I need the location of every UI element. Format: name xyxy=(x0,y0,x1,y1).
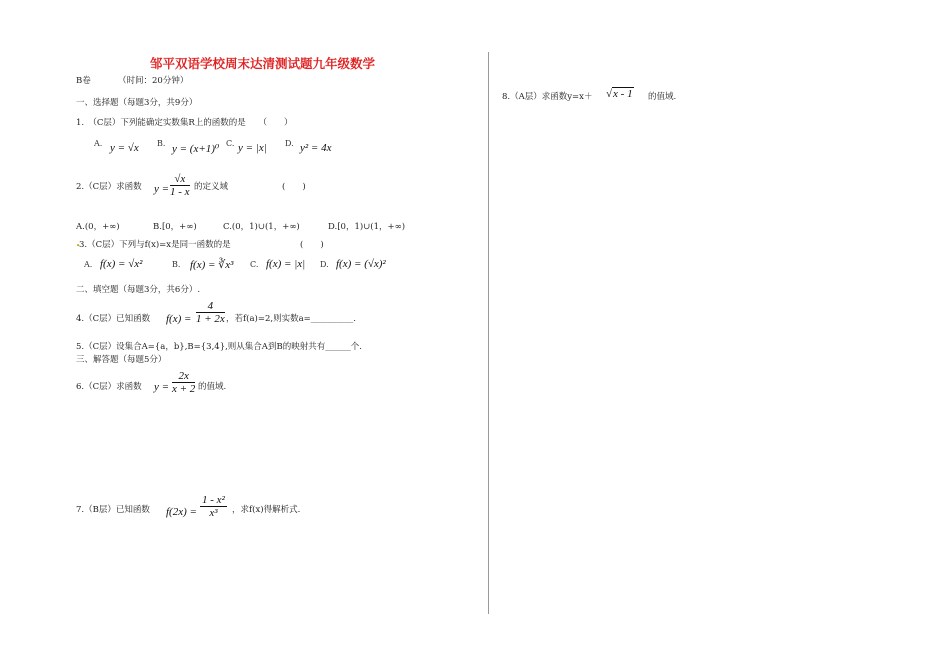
q2-lhs: y = xyxy=(154,183,170,195)
q8-suffix: 的值域. xyxy=(648,92,677,102)
q2-option-c: C.(0，1)∪(1，+∞) xyxy=(223,222,300,232)
q2-option-a: A.(0，+∞) xyxy=(76,222,120,232)
q6-fraction xyxy=(172,370,195,395)
q3-option-d-expr: f(x) = (√x)² xyxy=(336,258,386,270)
q1-option-b-expr: y = (x+1)⁰ xyxy=(172,143,220,155)
q4-lhs: f(x) = xyxy=(166,313,192,325)
q2-answer-paren: ( ) xyxy=(282,182,306,192)
q2-suffix: 的定义域 xyxy=(194,182,229,192)
q3-stem: 3.（C层）下列与f(x)=x是同一函数的是 xyxy=(79,240,231,250)
q1-stem: 1. （C层）下列能确定实数集R上的函数的是 （ ） xyxy=(76,118,293,128)
q1-option-d-expr: y² = 4x xyxy=(300,142,332,154)
q6-suffix: 的值域. xyxy=(198,382,227,392)
q3-answer-paren: ( ) xyxy=(300,240,324,250)
q2-option-b: B.[0，+∞) xyxy=(153,222,197,232)
time-label: （时间：20分钟） xyxy=(118,76,189,86)
page-title: 邹平双语学校周末达清测试题九年级数学 xyxy=(150,56,376,71)
section-answer-heading: 三、解答题（每题5分） xyxy=(76,355,167,365)
volume-label: B卷 xyxy=(76,76,91,86)
q1-option-d-label: D. xyxy=(285,139,294,148)
section-fill-heading: 二、填空题（每题3分，共6分）. xyxy=(76,285,201,295)
q3-option-d-label: D. xyxy=(320,260,329,269)
q3-option-c-label: C. xyxy=(250,260,259,269)
q3-option-a-label: A. xyxy=(84,260,93,269)
q8-radical xyxy=(606,88,634,100)
q4-denominator: 1 + 2x xyxy=(196,313,225,325)
q8-radicand: x - 1 xyxy=(613,88,633,100)
section-choice-heading: 一、选择题（每题3分，共9分） xyxy=(76,98,198,108)
q1-option-b-label: B. xyxy=(157,139,166,148)
q7-prefix: 7.（B层）已知函数 xyxy=(76,505,150,515)
q4-prefix: 4.（C层）已知函数 xyxy=(76,314,151,324)
q1-option-a-expr: y = √x xyxy=(110,142,139,154)
q1-option-c-expr: y = |x| xyxy=(238,142,267,154)
q4-fraction xyxy=(196,300,225,325)
q2-prefix: 2.（C层）求函数 xyxy=(76,182,142,192)
q5-text: 5.（C层）设集合A={a，b},B={3,4},则从集合A到B的映射共有______个. xyxy=(76,342,362,352)
q2-denominator: 1 - x xyxy=(170,186,190,198)
q6-prefix: 6.（C层）求函数 xyxy=(76,382,142,392)
q3-option-b-expr: f(x) = ∛x³ xyxy=(190,259,234,271)
q8-prefix: 8.（A层）求函数y=x＋ xyxy=(502,92,593,102)
q7-fraction xyxy=(200,494,227,519)
q7-lhs: f(2x) = xyxy=(166,506,197,518)
edit-mark-icon: • xyxy=(76,242,81,250)
q2-fraction xyxy=(170,173,190,198)
q7-denominator: x³ xyxy=(209,507,218,519)
q7-suffix: ，求f(x)得解析式. xyxy=(232,505,301,515)
q6-denominator: x + 2 xyxy=(172,383,196,395)
sqrt-icon: √ xyxy=(606,88,613,100)
q4-numerator: 4 xyxy=(196,300,225,313)
q3-option-c-expr: f(x) = |x| xyxy=(266,258,306,270)
column-divider xyxy=(488,52,489,614)
q6-lhs: y = xyxy=(154,381,170,393)
q3-option-a-expr: f(x) = √x² xyxy=(100,258,143,270)
q6-numerator: 2x xyxy=(172,370,195,383)
q1-option-c-label: C. xyxy=(226,139,235,148)
q3-option-b-label: B. xyxy=(172,260,181,269)
q2-option-d: D.[0，1)∪(1，+∞) xyxy=(328,222,406,232)
q1-option-a-label: A. xyxy=(94,139,103,148)
q4-suffix: ，若f(a)=2,则实数a=__________. xyxy=(226,314,356,324)
q7-numerator: 1 - x² xyxy=(202,494,225,506)
q2-numerator: √x xyxy=(170,173,190,186)
